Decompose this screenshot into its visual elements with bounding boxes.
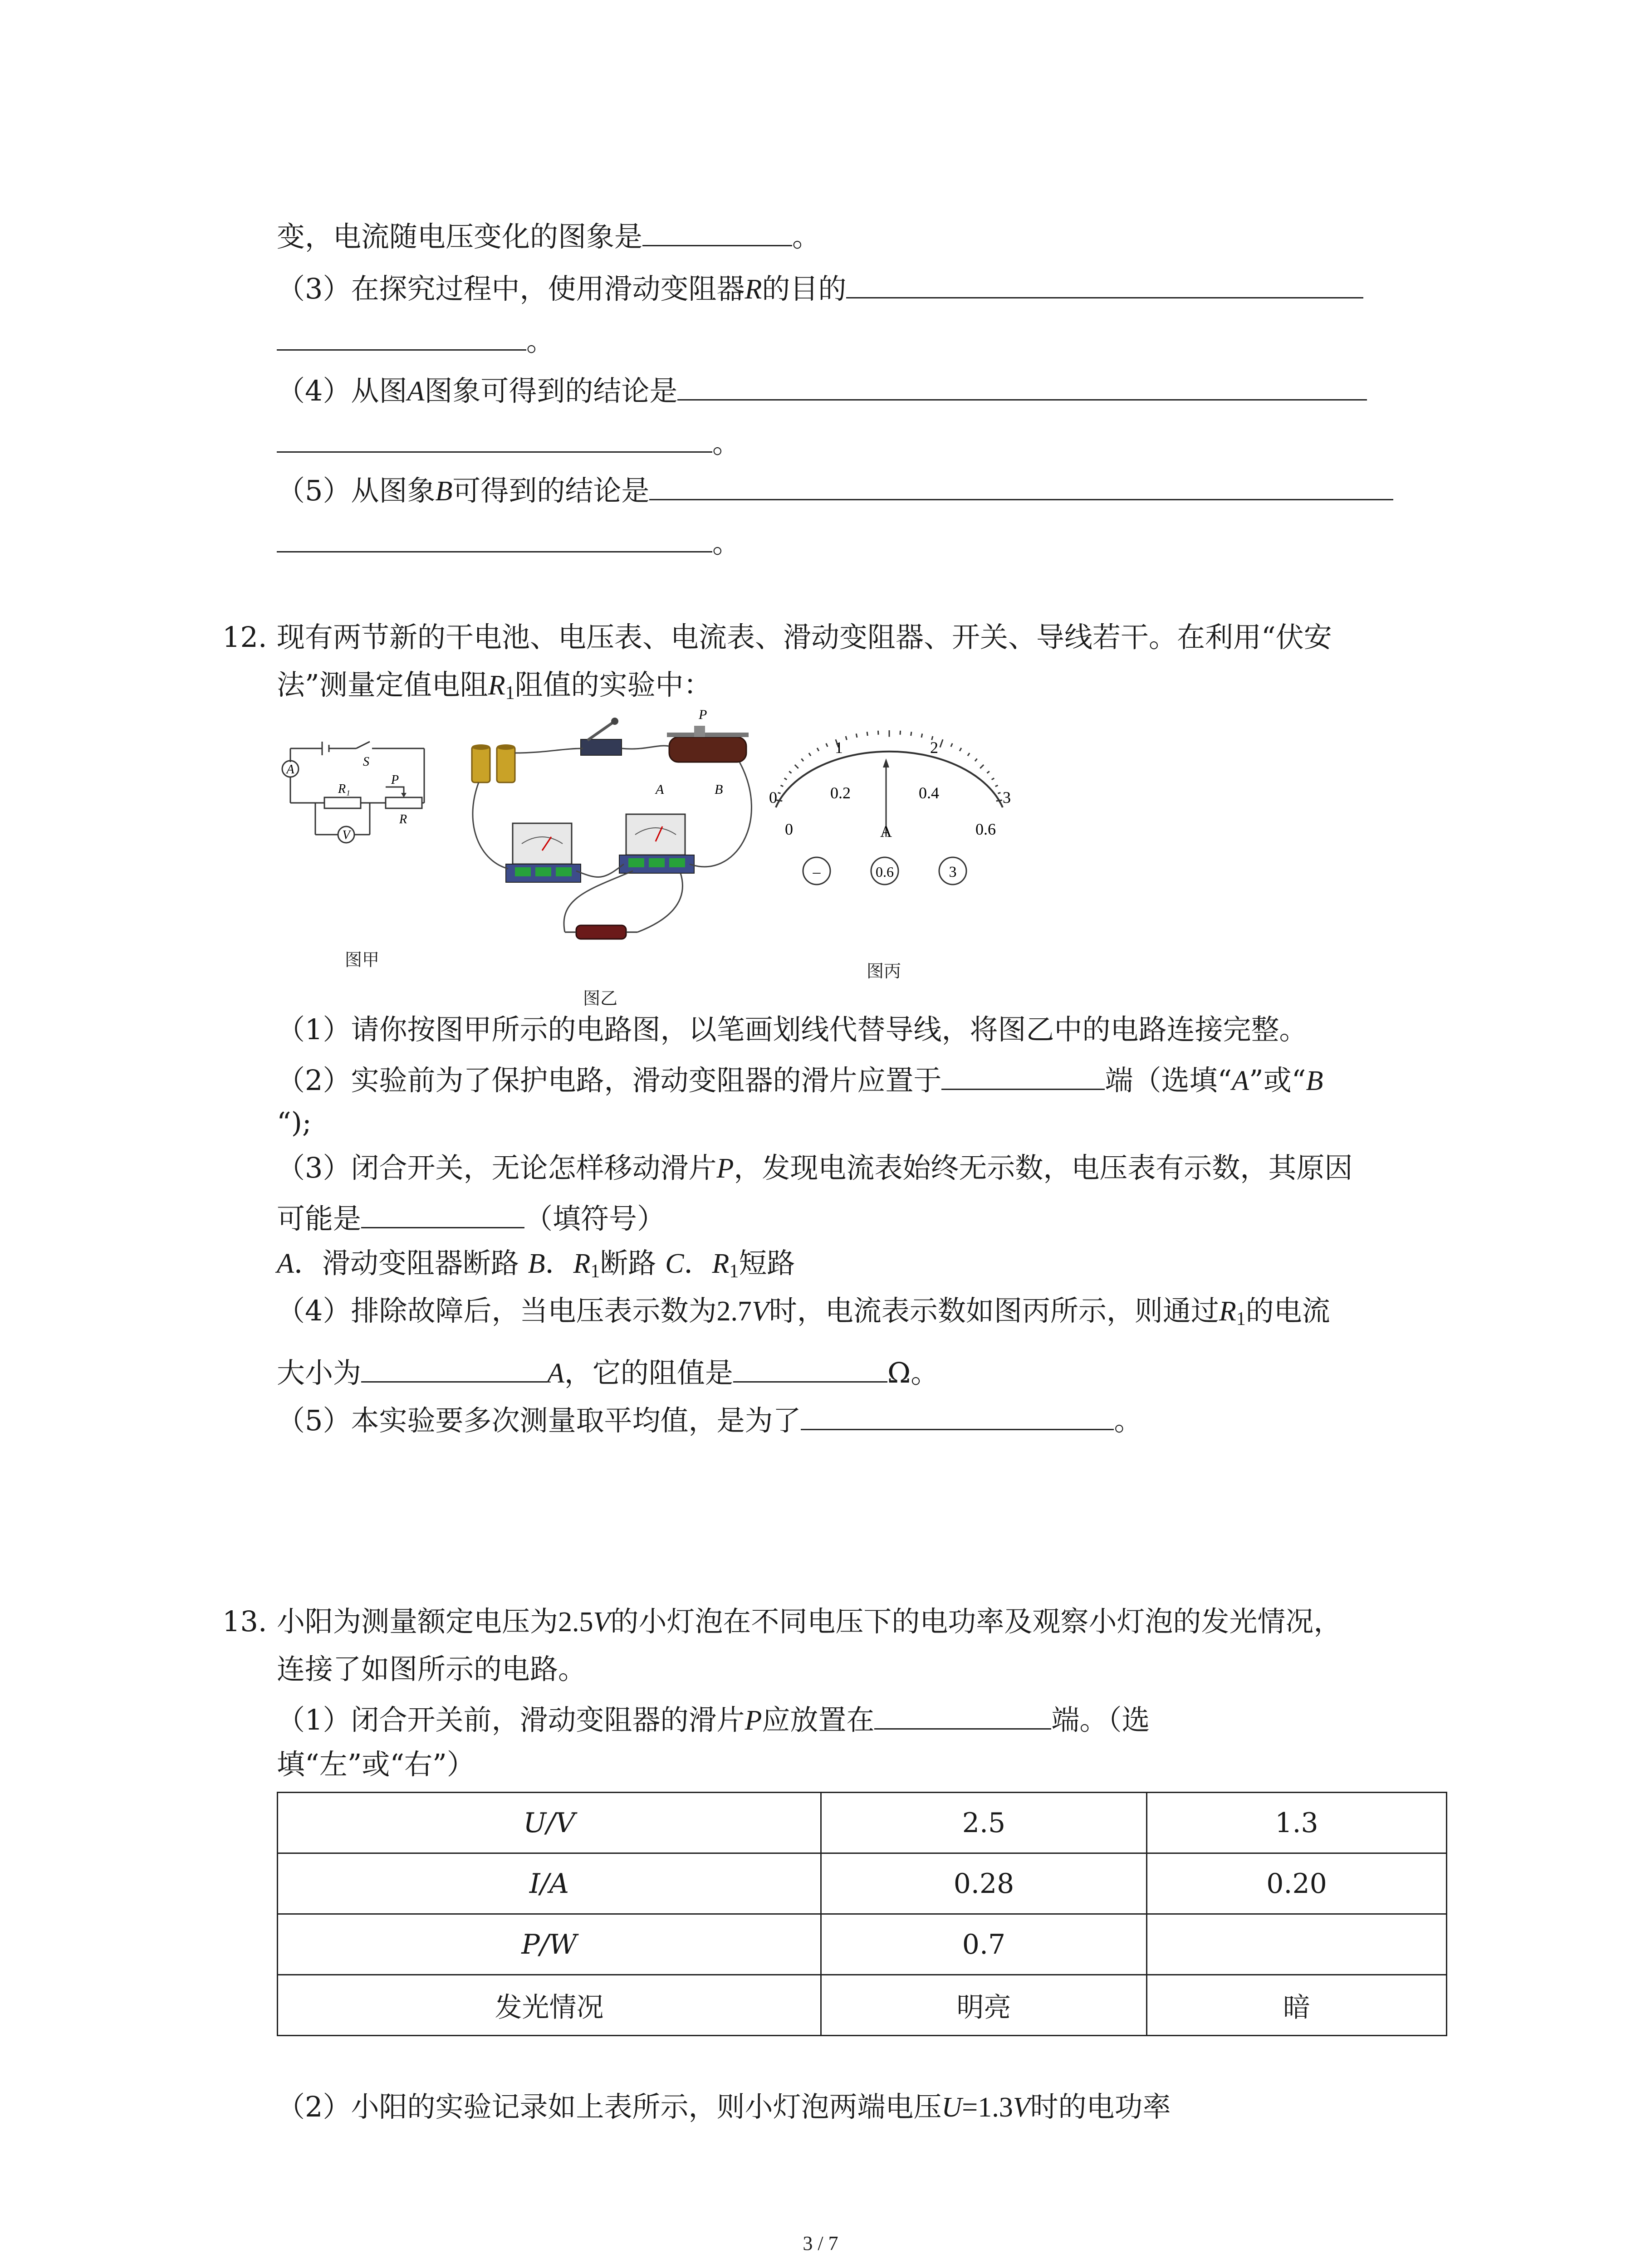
page-number: 3 / 7 bbox=[803, 2232, 838, 2254]
resistor-icon bbox=[565, 925, 637, 939]
dial-tick bbox=[998, 792, 1000, 793]
table-cell: 0.28 bbox=[821, 1853, 1147, 1914]
dial-tick bbox=[856, 733, 857, 738]
dial-tick bbox=[968, 753, 970, 756]
q12-part2-line2: “); bbox=[277, 1106, 312, 1139]
q11-part5: （5）从图象B可得到的结论是 bbox=[277, 467, 1393, 512]
data-table bbox=[277, 1792, 1447, 2036]
answer-blank[interactable] bbox=[361, 1349, 547, 1383]
dial-tick bbox=[996, 800, 1002, 801]
figure-label-bing: 图丙 bbox=[867, 961, 901, 981]
dial-tick bbox=[980, 765, 984, 768]
question-number: 12. bbox=[222, 621, 267, 654]
svg-text:0.4: 0.4 bbox=[919, 784, 939, 802]
table-cell: 明亮 bbox=[821, 1975, 1147, 2036]
answer-blank[interactable] bbox=[361, 1195, 524, 1228]
rheostat-label: R bbox=[399, 812, 407, 826]
answer-blank[interactable] bbox=[874, 1696, 1051, 1730]
q13-intro-line2: 连接了如图所示的电路。 bbox=[277, 1652, 587, 1686]
dial-tick bbox=[789, 771, 791, 773]
dial-tick bbox=[784, 778, 787, 779]
svg-text:B: B bbox=[715, 782, 723, 797]
q11-part5-line2: 。 bbox=[277, 519, 740, 563]
ammeter-label: A bbox=[286, 763, 294, 777]
svg-text:3: 3 bbox=[949, 864, 957, 880]
answer-blank[interactable] bbox=[277, 519, 712, 552]
q12-options: A．滑动变阻器断路 B．$R_1$断路 C．$R_1$短路 bbox=[277, 1246, 795, 1282]
svg-text:0.2: 0.2 bbox=[830, 784, 851, 802]
physical-circuit bbox=[454, 708, 771, 957]
slider-label: P bbox=[391, 773, 399, 787]
resistor-label: R₁ bbox=[338, 782, 350, 796]
dial-tick bbox=[921, 733, 922, 738]
table-header-cell: 2.5 bbox=[821, 1793, 1147, 1853]
svg-text:A: A bbox=[880, 822, 892, 841]
table-cell: P/W bbox=[278, 1914, 821, 1975]
dial-tick bbox=[801, 758, 803, 761]
answer-blank[interactable] bbox=[677, 367, 1367, 401]
switch-icon bbox=[581, 718, 622, 755]
q13-part1: （1）闭合开关前，滑动变阻器的滑片P应放置在 端。（选 bbox=[277, 1696, 1150, 1741]
q11-part4: （4）从图A图象可得到的结论是 bbox=[277, 367, 1367, 412]
q12-part3-line2: 可能是 （填符号） bbox=[277, 1195, 665, 1239]
svg-text:0: 0 bbox=[769, 788, 777, 807]
dial-tick bbox=[809, 753, 811, 756]
table-cell: 0.20 bbox=[1147, 1853, 1447, 1914]
svg-text:3: 3 bbox=[1003, 788, 1011, 807]
figure-label-yi: 图乙 bbox=[583, 988, 618, 1008]
table-cell: 暗 bbox=[1147, 1975, 1447, 2036]
dial-tick bbox=[987, 771, 989, 773]
q11-part3-line2: 。 bbox=[277, 318, 554, 362]
svg-text:2: 2 bbox=[930, 738, 938, 757]
q12-intro: 现有两节新的干电池、电压表、电流表、滑动变阻器、开关、导线若干。在利用“伏安 bbox=[277, 621, 1332, 654]
answer-blank[interactable] bbox=[277, 420, 712, 453]
question-number: 13. bbox=[222, 1605, 267, 1638]
dial-tick bbox=[960, 748, 961, 751]
dial-tick bbox=[846, 736, 847, 740]
answer-blank[interactable] bbox=[941, 1057, 1105, 1090]
dial-tick bbox=[940, 739, 943, 747]
circuit-diagram bbox=[272, 735, 445, 871]
q12-part4-line2: 大小为 A，它的阻值是 Ω。 bbox=[277, 1349, 939, 1394]
table-row bbox=[278, 1793, 1447, 1853]
q11-part4-line2: 。 bbox=[277, 420, 740, 464]
dial-tick bbox=[817, 748, 819, 751]
dial-tick bbox=[992, 778, 994, 779]
q12-part5: （5）本实验要多次测量取平均值，是为了 。 bbox=[277, 1397, 1142, 1441]
table-cell bbox=[1147, 1914, 1447, 1975]
svg-text:0.6: 0.6 bbox=[876, 864, 894, 880]
dial-tick bbox=[975, 758, 977, 761]
q12-part2: （2）实验前为了保护电路，滑动变阻器的滑片应置于 端（选填“A”或“B bbox=[277, 1057, 1323, 1101]
q13-part2: （2）小阳的实验记录如上表所示，则小灯泡两端电压U=1.3V时的电功率 bbox=[277, 2090, 1171, 2123]
voltmeter-label: V bbox=[342, 828, 350, 842]
svg-text:0: 0 bbox=[785, 820, 793, 838]
table-row bbox=[278, 1914, 1447, 1975]
dial-ticks bbox=[776, 730, 1002, 801]
dial-tick bbox=[778, 792, 781, 793]
svg-text:A: A bbox=[656, 782, 664, 797]
battery-icon bbox=[472, 744, 515, 782]
table-header-cell: U/V bbox=[278, 1793, 821, 1853]
svg-text:0.6: 0.6 bbox=[975, 820, 996, 838]
q12-intro-line2: 法”测量定值电阻$R_1$阻值的实验中： bbox=[277, 668, 712, 704]
table-cell: 0.7 bbox=[821, 1914, 1147, 1975]
table-cell: 发光情况 bbox=[278, 1975, 821, 2036]
switch-label: S bbox=[363, 755, 369, 769]
dial-tick bbox=[795, 765, 798, 768]
svg-text:1: 1 bbox=[835, 738, 843, 757]
svg-text:–: – bbox=[813, 864, 821, 880]
dial-tick bbox=[826, 743, 828, 747]
q13-intro: 小阳为测量额定电压为2.5V的小灯泡在不同电压下的电功率及观察小灯泡的发光情况， bbox=[277, 1605, 1342, 1638]
svg-text:P: P bbox=[699, 708, 707, 722]
answer-blank[interactable] bbox=[846, 265, 1363, 298]
q11-line-graph: 变，电流随电压变化的图象是 。 bbox=[277, 213, 820, 257]
table-header-cell: 1.3 bbox=[1147, 1793, 1447, 1853]
q11-part3: （3）在探究过程中，使用滑动变阻器R的目的 bbox=[277, 265, 1363, 310]
table-row bbox=[278, 1853, 1447, 1914]
rheostat-icon bbox=[667, 726, 749, 762]
dial-tick bbox=[951, 743, 952, 747]
ammeter-dial bbox=[749, 726, 1030, 898]
ammeter-icon bbox=[619, 814, 694, 873]
dial-tick bbox=[995, 785, 998, 787]
dial-tick bbox=[776, 800, 782, 801]
figure-label-jia: 图甲 bbox=[345, 950, 380, 970]
answer-blank[interactable] bbox=[649, 467, 1393, 500]
table-row bbox=[278, 1975, 1447, 2036]
answer-blank[interactable] bbox=[277, 318, 526, 351]
answer-blank[interactable] bbox=[801, 1397, 1114, 1430]
dial-tick bbox=[781, 785, 784, 787]
voltmeter-icon bbox=[506, 823, 581, 882]
q12-part3: （3）闭合开关，无论怎样移动滑片P，发现电流表始终无示数，电压表有示数，其原因 bbox=[277, 1151, 1353, 1184]
q12-part1: （1）请你按图甲所示的电路图，以笔画划线代替导线，将图乙中的电路连接完整。 bbox=[277, 1013, 1308, 1046]
table-cell: I/A bbox=[278, 1853, 821, 1914]
q13-part1-line2: 填“左”或“右”） bbox=[277, 1748, 475, 1781]
answer-blank[interactable] bbox=[733, 1349, 887, 1383]
dial-tick bbox=[900, 731, 901, 735]
q12-part4: （4）排除故障后，当电压表示数为2.7V时，电流表示数如图丙所示，则通过$R_1$的电流 bbox=[277, 1294, 1330, 1330]
answer-blank[interactable] bbox=[642, 213, 792, 246]
